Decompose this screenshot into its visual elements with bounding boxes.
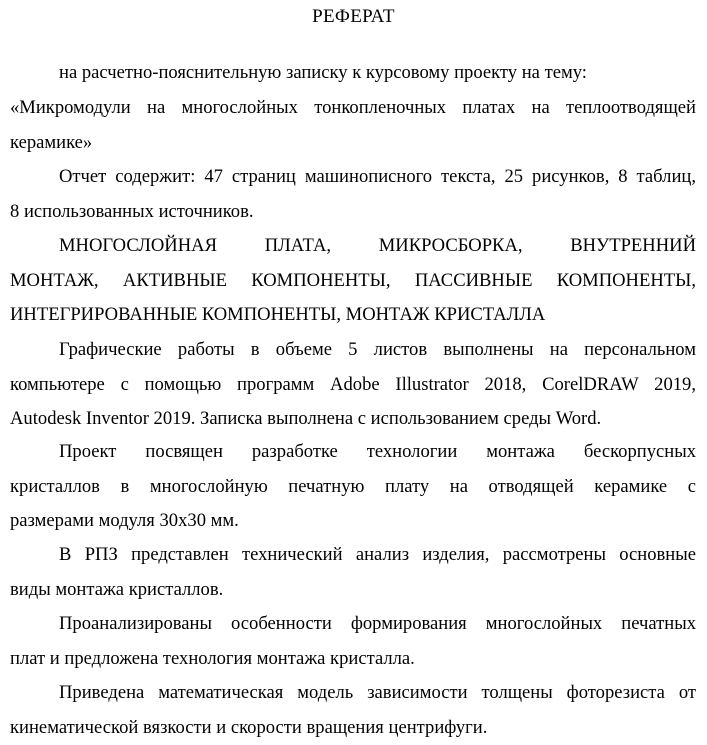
intro-line-3: керамике» [10,126,696,161]
keywords-line-2: МОНТАЖ, АКТИВНЫЕ КОМПОНЕНТЫ, ПАССИВНЫЕ КОМПОНЕНТЫ, [10,264,696,299]
topic-paragraph [10,91,696,160]
project-line-2: кристаллов в многослойную печатную плату на отводящей керамике с [10,470,696,505]
analysis-line-1: Проанализированы особенности формирования многослойных печатных [10,607,696,642]
keywords-line-3: ИНТЕГРИРОВАННЫЕ КОМПОНЕНТЫ, МОНТАЖ КРИСТАЛЛА [10,298,696,333]
keywords-line-1: МНОГОСЛОЙНАЯ ПЛАТА, МИКРОСБОРКА, ВНУТРЕННИЙ [10,229,696,264]
rpz-paragraph [10,538,696,607]
model-line-1: Приведена математическая модель зависимости толщены фоторезиста от [10,676,696,711]
intro-paragraph [10,56,696,91]
keywords-paragraph [10,229,696,333]
model-line-2: кинематической вязкости и скорости вращения центрифуги. [10,711,696,745]
rpz-line-1: В РПЗ представлен технический анализ изделия, рассмотрены основные [10,538,696,573]
graphics-paragraph [10,333,696,437]
model-paragraph [10,676,696,745]
intro-line-2: «Микромодули на многослойных тонкопленочных платах на теплоотводящей [10,91,696,126]
rpz-line-2: виды монтажа кристаллов. [10,573,696,608]
report-line-2: 8 использованных источников. [10,195,696,230]
report-line-1: Отчет содержит: 47 страниц машинописного текста, 25 рисунков, 8 таблиц, [10,160,696,195]
project-line-1: Проект посвящен разработке технологии монтажа бескорпусных [10,435,696,470]
graphics-line-3: Autodesk Inventor 2019. Записка выполнена с использованием среды Word. [10,402,696,437]
page-title: РЕФЕРАТ [0,6,707,28]
analysis-line-2: плат и предложена технология монтажа кристалла. [10,642,696,677]
graphics-line-1: Графические работы в объеме 5 листов выполнены на персональном [10,333,696,368]
analysis-paragraph [10,607,696,676]
intro-line-1: на расчетно-пояснительную записку к курсовому проекту на тему: [10,56,696,91]
project-line-3: размерами модуля 30x30 мм. [10,504,696,539]
report-paragraph [10,160,696,229]
project-paragraph [10,435,696,539]
graphics-line-2: компьютере с помощью программ Adobe Illustrator 2018, CorelDRAW 2019, [10,368,696,403]
